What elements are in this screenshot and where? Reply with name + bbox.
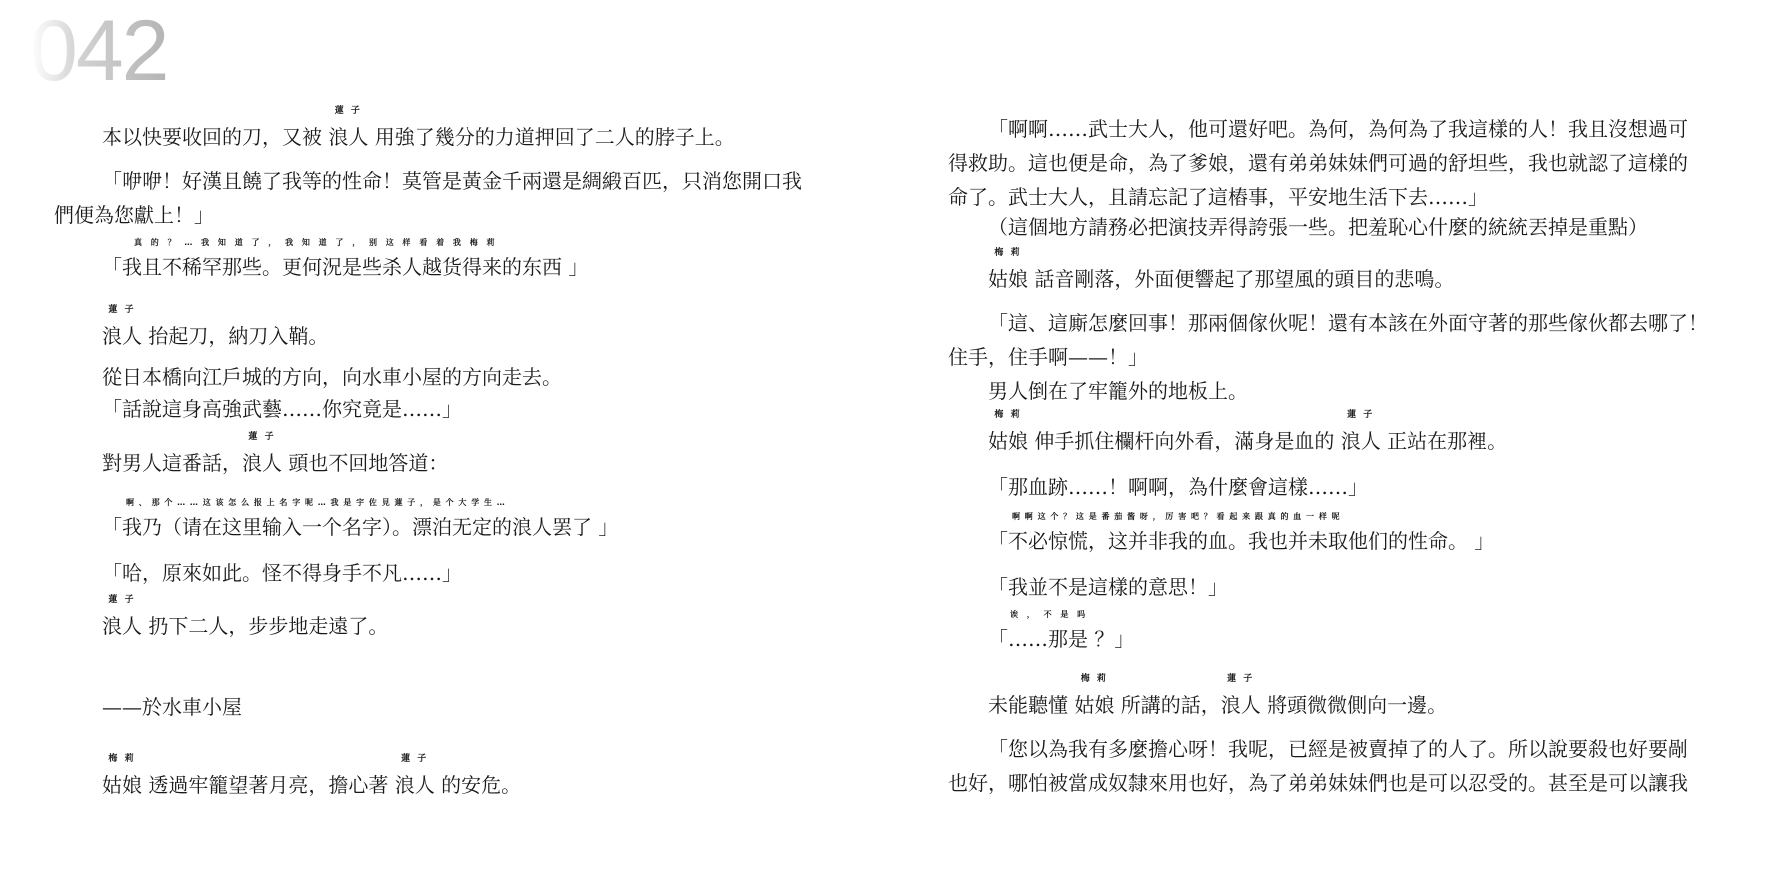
paragraph: 「話說這身高強武藝……你究竟是……」 [102, 397, 462, 421]
paragraph-note: （這個地方請務必把演技弄得誇張一些。把羞恥心什麼的統統丟掉是重點） [988, 215, 1648, 239]
paragraph: 蓮 子 浪人 抬起刀，納刀入鞘。 [62, 319, 862, 353]
ruby-name: 梅 莉 姑娘 [102, 754, 142, 797]
paragraph: 未能聽懂 梅 莉 姑娘 所講的話， 蓮 子 浪人 將頭微微側向一邊。 [948, 688, 1738, 722]
paragraph: 「啊啊……武士大人，他可還好吧。為何，為何為了我這樣的人！我且沒想過可 得救助。這也便是命，為了爹娘，還有弟弟妹妹們可過的舒坦些，我也就認了這樣的 命了。武士大人，且請忘記了這樁事，平安地生活下去……」 [948, 117, 1688, 209]
paragraph: 梅 莉 姑娘 伸手抓住欄杆向外看，滿身是血的 蓮 子 浪人 正站在那裡。 [948, 424, 1738, 458]
paragraph-with-annotation: 啊 啊 这 个 ？ 这 是 番 茄 酱 呀 ， 厉 害 吧 ？ 看 起 来 跟 真 的 血 一 样 呢 「不必惊慌，这并非我的血。我也并未取他们的性命。 」 [988, 512, 1495, 553]
paragraph: 梅 莉 姑娘 話音剛落，外面便響起了那望風的頭目的悲鳴。 [948, 262, 1738, 296]
ruby-name: 蓮 子 浪人 [394, 754, 435, 797]
paragraph: 「我並不是這樣的意思！」 [988, 575, 1228, 599]
ruby-name: 蓮 子 浪人 [1340, 410, 1381, 453]
paragraph: 「咿咿！好漢且饒了我等的性命！莫管是黃金千兩還是綢緞百匹，只消您開口我 們便為您獻上！」 [54, 169, 802, 227]
paragraph: 從日本橋向江戶城的方向，向水車小屋的方向走去。 [102, 365, 562, 389]
paragraph: 「您以為我有多麼擔心呀！我呢，已經是被賣掉了的人了。所以說要殺也好要剮 也好，哪怕被當成奴隸來用也好，為了弟弟妹妹們也是可以忍受的。甚至是可以讓我 [948, 737, 1688, 795]
paragraph: 蓮 子 浪人 扔下二人，步步地走遠了。 [62, 609, 862, 643]
ruby-name: 梅 莉 姑娘 [988, 248, 1028, 291]
paragraph-with-annotation: 真 的 ？ … 我 知 道 了 ， 我 知 道 了 ， 别 这 样 看 着 我 梅 莉 「我且不稀罕那些。更何況是些杀人越货得来的东西 」 [102, 238, 589, 279]
paragraph: 本以快要收回的刀，又被 蓮 子 浪人 用強了幾分的力道押回了二人的脖子上。 [62, 120, 862, 154]
ruby-name: 梅 莉 姑娘 [1074, 674, 1115, 717]
ruby-name: 蓮 子 浪人 [328, 106, 369, 149]
page-number: 042 [30, 3, 168, 99]
paragraph: 「哈，原來如此。怪不得身手不凡……」 [102, 561, 462, 585]
paragraph: 對男人這番話， 蓮 子 浪人 頭也不回地答道： [62, 446, 862, 480]
paragraph: 梅 莉 姑娘 透過牢籠望著月亮，擔心著 蓮 子 浪人 的安危。 [62, 768, 862, 802]
paragraph-with-annotation: 啊 、 那 个 … … 这 该 怎 么 报 上 名 字 呢 … 我 是 宇 佐 見 蓮 子 ， 是 个 大 学 生 … 「我乃（请在这里输入一个名字）。漂泊无定的浪人罢了 」 [102, 498, 619, 539]
ruby-name: 蓮 子 浪人 [102, 595, 142, 638]
ruby-name: 蓮 子 浪人 [242, 432, 282, 475]
paragraph: 「這、這廝怎麼回事！那兩個傢伙呢！還有本該在外面守著的那些傢伙都去哪了！ 住手，住手啊——！」 [948, 311, 1708, 369]
section-heading: ——於水車小屋 [102, 695, 242, 719]
ruby-name: 蓮 子 浪人 [1220, 674, 1261, 717]
ruby-name: 蓮 子 浪人 [102, 305, 142, 348]
paragraph-with-annotation: 诶 ， 不 是 吗 「……那是 ？」 [988, 610, 1135, 651]
ruby-name: 梅 莉 姑娘 [988, 410, 1028, 453]
paragraph: 「那血跡……！啊啊，為什麼會這樣……」 [988, 475, 1368, 499]
paragraph: 男人倒在了牢籠外的地板上。 [988, 379, 1248, 403]
